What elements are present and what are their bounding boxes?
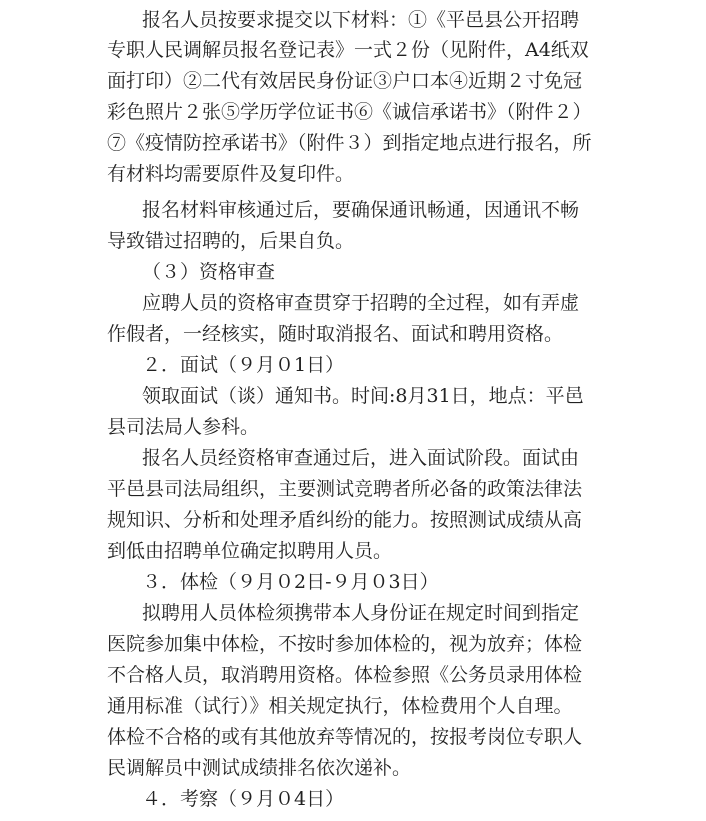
section-heading-inspection: ４．考察（９月０4日）	[142, 788, 345, 810]
paragraph-interview-line-4: 到低由招聘单位确定拟聘用人员。	[107, 540, 393, 562]
section-heading-physical-exam: ３．体检（９月０2日-９月０3日）	[142, 571, 439, 593]
paragraph-interview-line-3: 规知识、分析和处理矛盾纠纷的能力。按照测试成绩从高	[107, 509, 583, 531]
paragraph-review-line-1: 报名材料审核通过后，要确保通讯畅通，因通讯不畅	[142, 199, 580, 221]
paragraph-qualification-line-1: 应聘人员的资格审查贯穿于招聘的全过程，如有弄虚	[142, 292, 580, 314]
paragraph-materials-line-5: ⑦《疫情防控承诺书》（附件３）到指定地点进行报名，所	[107, 132, 592, 154]
paragraph-physical-exam-line-5: 体检不合格的或有其他放弃等情况的，按报考岗位专职人	[107, 726, 583, 748]
paragraph-interview-notice-line-2: 县司法局人参科。	[107, 416, 260, 438]
paragraph-review-line-2: 导致错过招聘的，后果自负。	[107, 230, 355, 252]
paragraph-interview-line-2: 平邑县司法局组织，主要测试竞聘者所必备的政策法律法	[107, 478, 583, 500]
section-heading-interview: ２．面试（９月０1日）	[142, 354, 345, 376]
section-heading-qualification-review: （３）资格审查	[142, 261, 276, 283]
paragraph-materials-line-4: 彩色照片２张⑤学历学位证书⑥《诚信承诺书》（附件２）	[107, 101, 592, 123]
paragraph-physical-exam-line-3: 不合格人员，取消聘用资格。体检参照《公务员录用体检	[107, 664, 583, 686]
paragraph-materials-line-3: 面打印）②二代有效居民身份证③户口本④近期２寸免冠	[107, 70, 583, 92]
paragraph-interview-line-1: 报名人员经资格审查通过后，进入面试阶段。面试由	[142, 447, 580, 469]
paragraph-physical-exam-line-4: 通用标准（试行）》相关规定执行，体检费用个人自理。	[107, 695, 573, 717]
paragraph-physical-exam-line-2: 医院参加集中体检，不按时参加体检的，视为放弃；体检	[107, 633, 583, 655]
paragraph-materials-line-2: 专职人民调解员报名登记表》一式２份（见附件，A4纸双	[107, 39, 589, 61]
paragraph-physical-exam-line-1: 拟聘用人员体检须携带本人身份证在规定时间到指定	[142, 602, 580, 624]
paragraph-materials-line-1: 报名人员按要求提交以下材料：①《平邑县公开招聘	[142, 9, 580, 31]
paragraph-interview-notice-line-1: 领取面试（谈）通知书。时间:8月31日，地点：平邑	[142, 385, 584, 407]
paragraph-materials-line-6: 有材料均需要原件及复印件。	[107, 163, 355, 185]
paragraph-physical-exam-line-6: 民调解员中测试成绩排名依次递补。	[107, 757, 412, 779]
paragraph-qualification-line-2: 作假者，一经核实，随时取消报名、面试和聘用资格。	[107, 323, 564, 345]
